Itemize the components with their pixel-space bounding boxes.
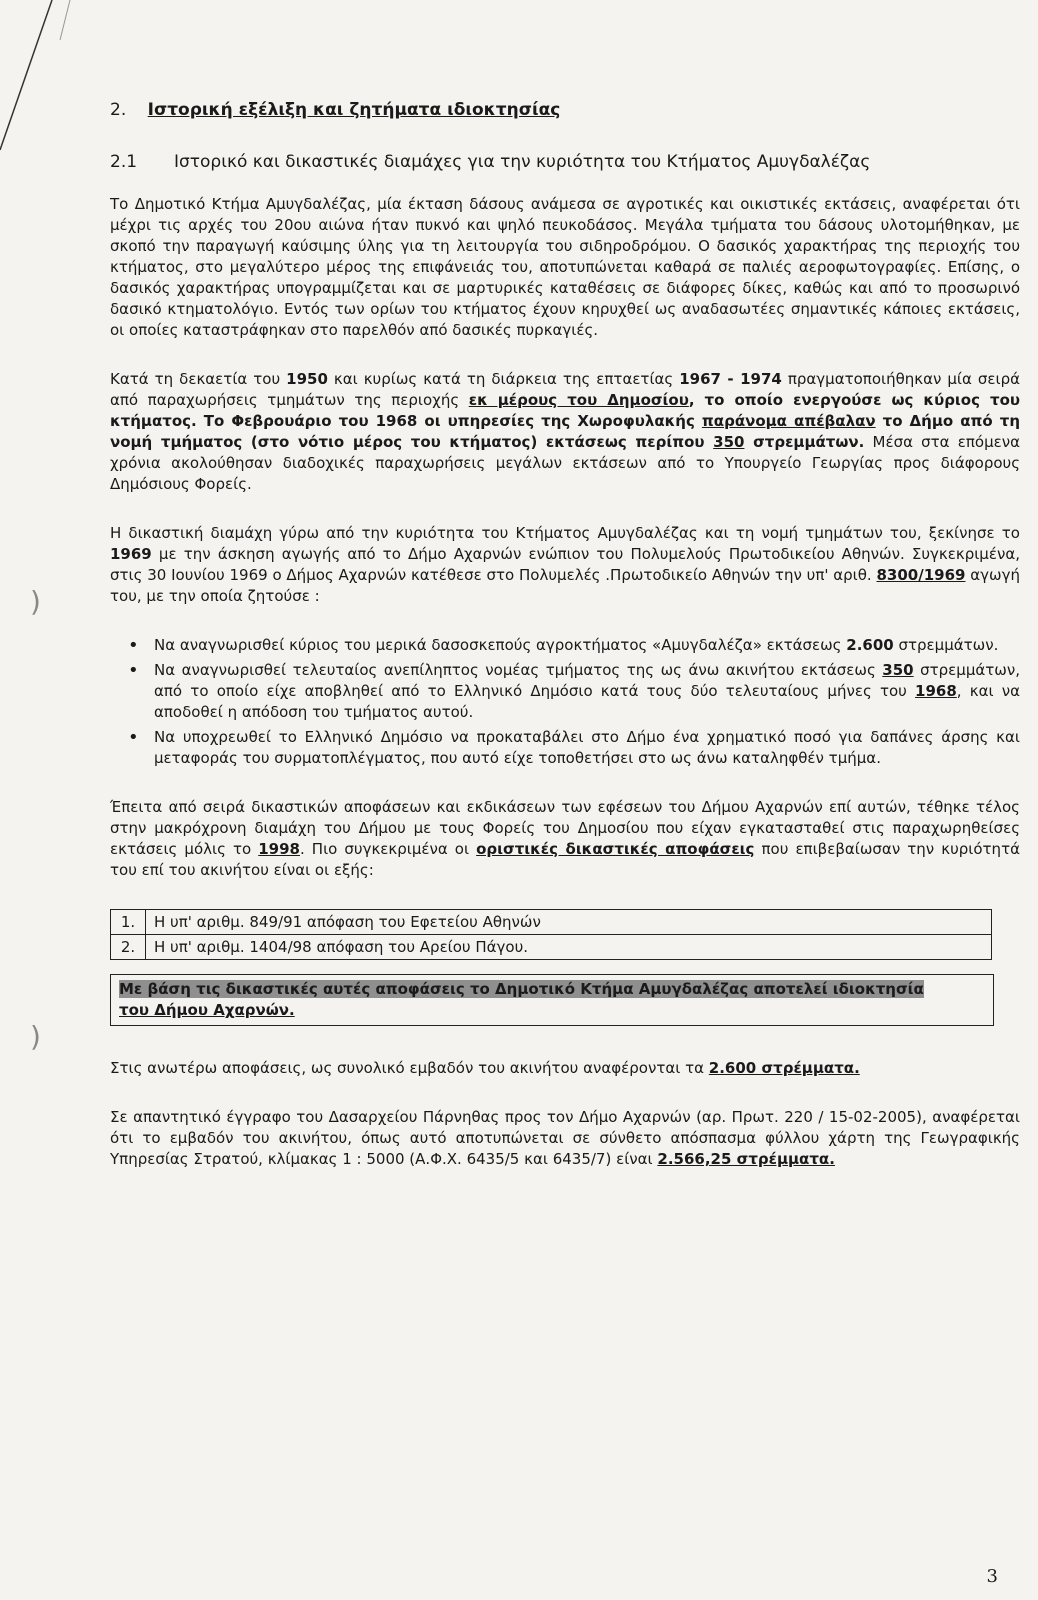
page-fold-edge bbox=[0, 0, 90, 170]
document-body bbox=[110, 100, 1020, 1198]
table-row bbox=[111, 935, 992, 960]
paragraph-court-dispute: Η δικαστική διαμάχη γύρω από την κυριότητα του Κτήματος Αμυγδαλέζας και τη νομή τμημάτων του, ξεκίνησε το 1969 με την άσκηση αγωγής από το Δήμο Αχαρνών ενώπιον του Πολυμελούς Πρωτοδικείου Αθηνών. Συγκεκριμένα, στις 30 Ιουνίου 1969 ο Δήμος Αχαρνών κατέθεσε στο Πολυμελές .Πρωτοδικείο Αθηνών την υπ' αριθ. 8300/1969 αγωγή του, με την οποία ζητούσε : bbox=[110, 524, 1020, 605]
table-cell: 1. bbox=[111, 910, 146, 935]
section-number: 2. bbox=[110, 100, 127, 120]
list-item: • Να αναγνωρισθεί τελευταίος ανεπίληπτος νομέας τμήματος της ως άνω ακινήτου εκτάσεως 350 στρεμμάτων, από το οποίο είχε αποβληθεί από το Ελληνικό Δημόσιο κατά τους δύο τελευταίους μήνες του 1968, και να αποδοθεί η απόδοση του τμήματος αυτού. bbox=[134, 660, 1020, 723]
binder-hole-mark: ) bbox=[30, 1020, 41, 1053]
paragraph-forestry-office: Σε απαντητικό έγγραφο του Δασαρχείου Πάρνηθας προς τον Δήμο Αχαρνών (αρ. Πρωτ. 220 / 15-02-2005), αναφέρεται ότι το εμβαδόν του ακινήτου, όπως αυτό αποτυπώνεται σε σύνθετο απόσπασμα φύλλου χάρτη της Γεωγραφικής Υπηρεσίας Στρατού, κλίμακας 1 : 5000 (Α.Φ.Χ. 6435/5 και 6435/7) είναι 2.566,25 στρέμματα. bbox=[110, 1108, 1020, 1168]
table-cell: Η υπ' αριθμ. 849/91 απόφαση του Εφετείου Αθηνών bbox=[146, 910, 992, 935]
list-item: • Να υποχρεωθεί το Ελληνικό Δημόσιο να προκαταβάλει στο Δήμο ένα χρηματικό ποσό για δαπάνες άρσης και μεταφοράς του συρματοπλέγματος, που αυτό είχε τοποθετήσει στο ως άνω καταληφθέν τμήμα. bbox=[134, 727, 1020, 769]
subsection-number: 2.1 bbox=[110, 152, 138, 172]
table-row bbox=[111, 910, 992, 935]
paragraph-concessions: Κατά τη δεκαετία του 1950 και κυρίως κατά τη διάρκεια της επταετίας 1967 - 1974 πραγματοποιήθηκαν μία σειρά από παραχωρήσεις τμημάτων της περιοχής εκ μέρους του Δημοσίου, το οποίο ενεργούσε ως κύριος του κτήματος. Το Φεβρουάριο του 1968 οι υπηρεσίες της Χωροφυλακής παράνομα απέβαλαν το Δήμο από τη νομή τμήματος (στο νότιο μέρος του κτήματος) εκτάσεως περίπου 350 στρεμμάτων. Μέσα στα επόμενα χρόνια ακολούθησαν διαδοχικές παραχωρήσεις μεγάλων εκτάσεων από το Υπουργείο Γεωργίας προς διάφορους Δημόσιους Φορείς. bbox=[110, 370, 1020, 493]
highlighted-text: Με βάση τις δικαστικές αυτές αποφάσεις το Δημοτικό Κτήμα Αμυγδαλέζας αποτελεί ιδιοκτησία bbox=[119, 980, 924, 998]
lawsuit-claims-list bbox=[110, 635, 1020, 769]
ownership-conclusion-box bbox=[110, 974, 994, 1026]
paragraph-total-area: Στις ανωτέρω αποφάσεις, ως συνολικό εμβαδόν του ακινήτου αναφέρονται τα 2.600 στρέμματα. bbox=[110, 1059, 860, 1077]
section-heading bbox=[110, 100, 1020, 120]
decisions-table bbox=[110, 909, 992, 960]
conclusion-owner: του Δήμου Αχαρνών. bbox=[119, 1001, 295, 1019]
page-number: 3 bbox=[986, 1566, 998, 1587]
section-title: Ιστορική εξέλιξη και ζητήματα ιδιοκτησίας bbox=[147, 100, 561, 120]
table-cell: 2. bbox=[111, 935, 146, 960]
subsection-heading bbox=[110, 152, 1020, 172]
subsection-title: Ιστορικό και δικαστικές διαμάχες για την κυριότητα του Κτήματος Αμυγδαλέζας bbox=[174, 152, 871, 172]
binder-hole-mark: ) bbox=[30, 585, 41, 618]
list-item: • Να αναγνωρισθεί κύριος του μερικά δασοσκεπούς αγροκτήματος «Αμυγδαλέζα» εκτάσεως 2.600 στρεμμάτων. bbox=[134, 635, 1020, 656]
paragraph-final-decisions: Έπειτα από σειρά δικαστικών αποφάσεων και εκδικάσεων των εφέσεων του Δήμου Αχαρνών επί αυτών, τέθηκε τέλος στην μακρόχρονη διαμάχη του Δήμου με τους Φορείς του Δημοσίου που είχαν εγκατασταθεί στις παραχωρηθείσες εκτάσεις μόλις το 1998. Πιο συγκεκριμένα οι οριστικές δικαστικές αποφάσεις που επιβεβαίωσαν την κυριότητά του επί του ακινήτου είναι οι εξής: bbox=[110, 798, 1020, 879]
paragraph-forest-history: Το Δημοτικό Κτήμα Αμυγδαλέζας, μία έκταση δάσους ανάμεσα σε αγροτικές και οικιστικές εκτάσεις, αναφέρεται ότι μέχρι τις αρχές του 20ου αιώνα ήταν πυκνό και ψηλό πευκοδάσος. Μεγάλα τμήματα του δάσους υλοτομήθηκαν, με σκοπό την παραγωγή καύσιμης ύλης για τη λειτουργία του σιδηροδρόμου. Ο δασικός χαρακτήρας της περιοχής του κτήματος, στο μεγαλύτερο μέρος της επιφάνειάς του, αποτυπώνεται καθαρά σε παλιές αεροφωτογραφίες. Επίσης, ο δασικός χαρακτήρας υπογραμμίζεται και σε μαρτυρικές καταθέσεις σε διάφορες δίκες, καθώς και από το προσωρινό δασικό κτηματολόγιο. Εντός των ορίων του κτήματος έχουν κηρυχθεί ως αναδασωτέες σημαντικές κάποιες εκτάσεις, οι οποίες καταστράφηκαν στο παρελθόν από δασικές πυρκαγιές. bbox=[110, 195, 1020, 339]
table-cell: Η υπ' αριθμ. 1404/98 απόφαση του Αρείου Πάγου. bbox=[146, 935, 992, 960]
